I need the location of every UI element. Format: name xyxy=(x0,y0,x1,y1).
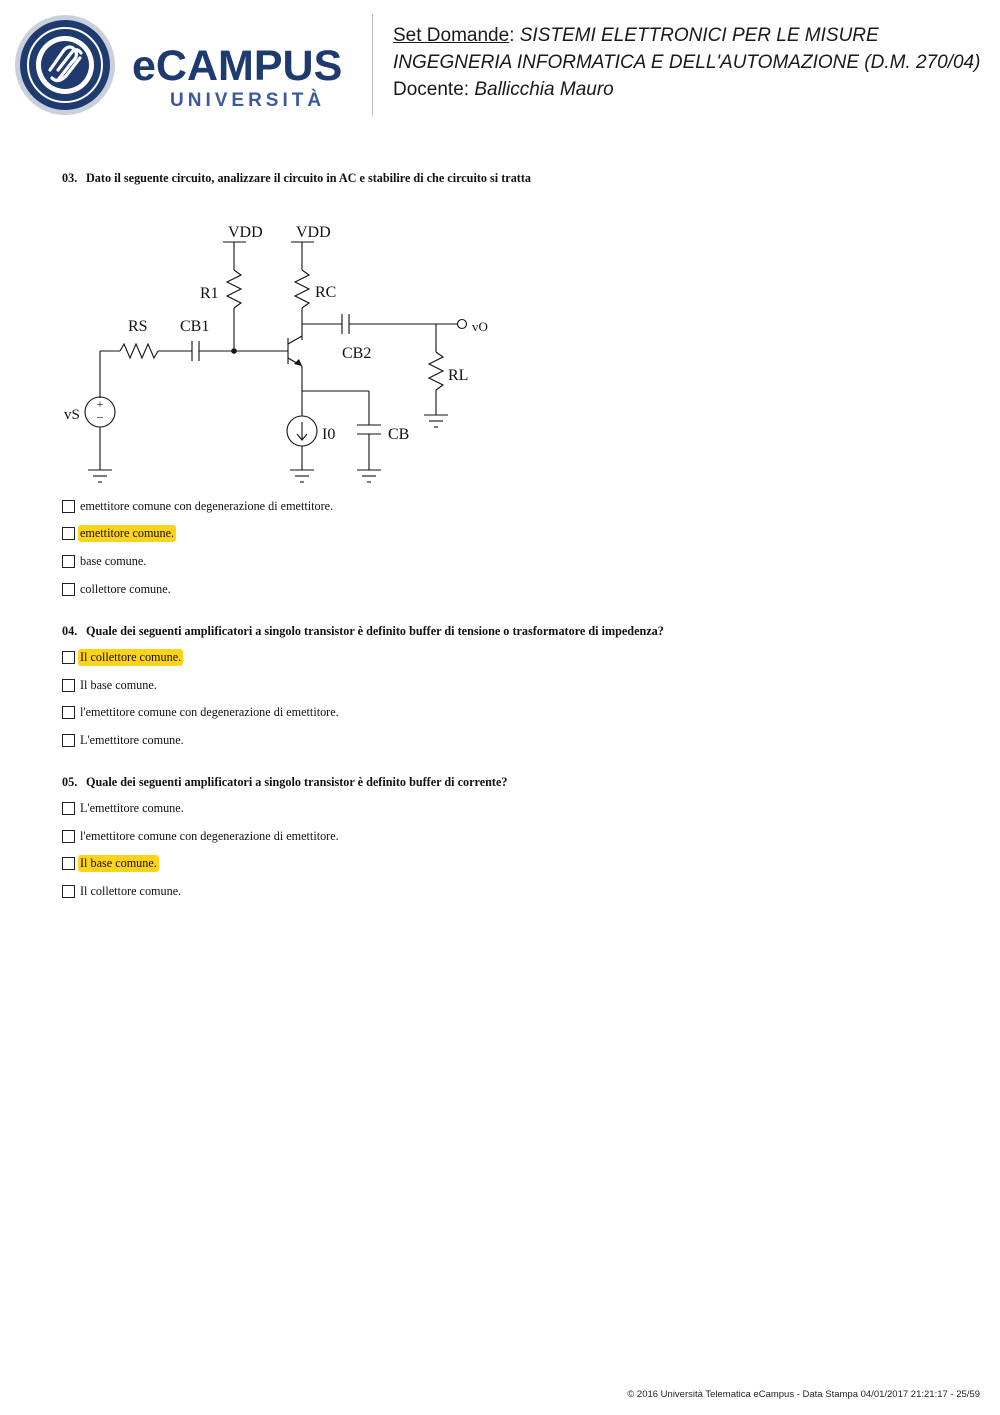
checkbox[interactable] xyxy=(62,830,75,843)
logo-text: eCAMPUS xyxy=(132,42,343,90)
q05-option-2[interactable]: l'emettitore comune con degenerazione di emettitore. xyxy=(62,828,341,844)
q05-option-4[interactable]: Il collettore comune. xyxy=(62,883,183,899)
checkbox[interactable] xyxy=(62,555,75,568)
label-i0: I0 xyxy=(322,426,336,443)
q03-option-1[interactable]: emettitore comune con degenerazione di emettitore. xyxy=(62,498,335,514)
set-label: Set Domande xyxy=(393,25,510,46)
label-vs: vS xyxy=(64,407,80,423)
checkbox[interactable] xyxy=(62,651,75,664)
checkbox[interactable] xyxy=(62,885,75,898)
label-rs: RS xyxy=(128,318,148,335)
header-info xyxy=(393,22,980,103)
page-footer: © 2016 Università Telematica eCampus - Data Stampa 04/01/2017 21:21:17 - 25/59 xyxy=(627,1389,980,1400)
teacher-line xyxy=(393,76,980,103)
label-rc: RC xyxy=(315,284,337,301)
q03-option-2[interactable]: emettitore comune. xyxy=(62,525,176,541)
label-vdd-left: VDD xyxy=(228,224,263,241)
header-divider xyxy=(372,14,373,116)
circuit-diagram xyxy=(60,210,510,495)
course-name: SISTEMI ELETTRONICI PER LE MISURE xyxy=(519,25,879,46)
label-vo: vO xyxy=(472,319,488,334)
question-03-title: 03. Dato il seguente circuito, analizzare il circuito in AC e stabilire di che circuito si tratta xyxy=(62,171,531,185)
logo-subtext: UNIVERSITÀ xyxy=(170,90,326,111)
q05-option-1[interactable]: L'emettitore comune. xyxy=(62,800,186,816)
source-plus-sign: + xyxy=(96,397,104,411)
label-r1: R1 xyxy=(200,285,219,302)
label-vdd-right: VDD xyxy=(296,224,331,241)
checkbox[interactable] xyxy=(62,734,75,747)
teacher-label: Docente: xyxy=(393,79,470,100)
q04-option-4[interactable]: L'emettitore comune. xyxy=(62,732,186,748)
page-header xyxy=(0,0,1000,130)
checkbox[interactable] xyxy=(62,583,75,596)
checkbox[interactable] xyxy=(62,679,75,692)
q03-option-3[interactable]: base comune. xyxy=(62,553,148,569)
q04-option-1[interactable]: Il collettore comune. xyxy=(62,649,183,665)
course-line-2: INGEGNERIA INFORMATICA E DELL'AUTOMAZIONE (D.M. 270/04) xyxy=(393,52,981,73)
checkbox[interactable] xyxy=(62,802,75,815)
ecampus-wordmark xyxy=(130,38,360,118)
ecampus-seal-logo xyxy=(14,14,116,116)
label-rl: RL xyxy=(448,367,469,384)
q03-option-4[interactable]: collettore comune. xyxy=(62,581,173,597)
teacher-name: Ballicchia Mauro xyxy=(474,79,614,100)
label-cb: CB xyxy=(388,426,410,443)
q04-option-3[interactable]: l'emettitore comune con degenerazione di emettitore. xyxy=(62,704,341,720)
label-cb1: CB1 xyxy=(180,318,210,335)
q04-option-2[interactable]: Il base comune. xyxy=(62,677,159,693)
source-minus-sign: − xyxy=(96,410,104,425)
label-cb2: CB2 xyxy=(342,345,372,362)
checkbox[interactable] xyxy=(62,500,75,513)
checkbox[interactable] xyxy=(62,527,75,540)
checkbox[interactable] xyxy=(62,857,75,870)
question-05-title: 05. Quale dei seguenti amplificatori a singolo transistor è definito buffer di corrente? xyxy=(62,775,508,789)
checkbox[interactable] xyxy=(62,706,75,719)
question-04-title: 04. Quale dei seguenti amplificatori a singolo transistor è definito buffer di tensione o trasformatore di impedenza? xyxy=(62,624,664,638)
q05-option-3[interactable]: Il base comune. xyxy=(62,855,159,871)
course-line-1: Set Domande: SISTEMI ELETTRONICI PER LE MISURE xyxy=(393,25,879,46)
